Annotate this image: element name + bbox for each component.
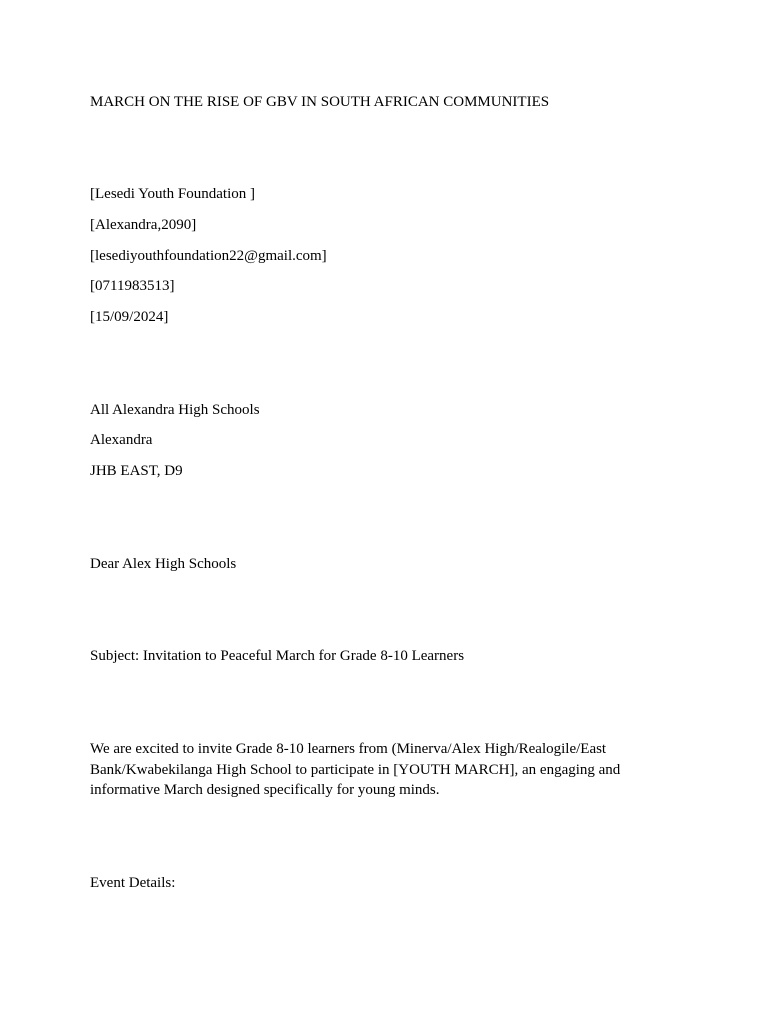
- recipient-name: All Alexandra High Schools: [90, 402, 260, 418]
- recipient-city: Alexandra: [90, 432, 153, 448]
- letter-date: [15/09/2024]: [90, 309, 169, 325]
- sender-organization: [Lesedi Youth Foundation ]: [90, 186, 255, 202]
- event-details-heading: Event Details:: [90, 875, 176, 891]
- sender-address: [Alexandra,2090]: [90, 217, 197, 233]
- salutation: Dear Alex High Schools: [90, 556, 237, 572]
- sender-email: [lesediyouthfoundation22@gmail.com]: [90, 248, 327, 264]
- document-title: MARCH ON THE RISE OF GBV IN SOUTH AFRICAN COMMUNITIES: [90, 94, 550, 110]
- body-paragraph: We are excited to invite Grade 8-10 learners from (Minerva/Alex High/Realogile/East Bank/Kwabekilanga High School to participate in [YOUTH MARCH], an engaging and informative March designed specifically for young minds.: [90, 741, 621, 798]
- subject-line: Subject: Invitation to Peaceful March for Grade 8-10 Learners: [90, 648, 465, 664]
- recipient-district: JHB EAST, D9: [90, 463, 183, 479]
- sender-phone: [0711983513]: [90, 278, 175, 294]
